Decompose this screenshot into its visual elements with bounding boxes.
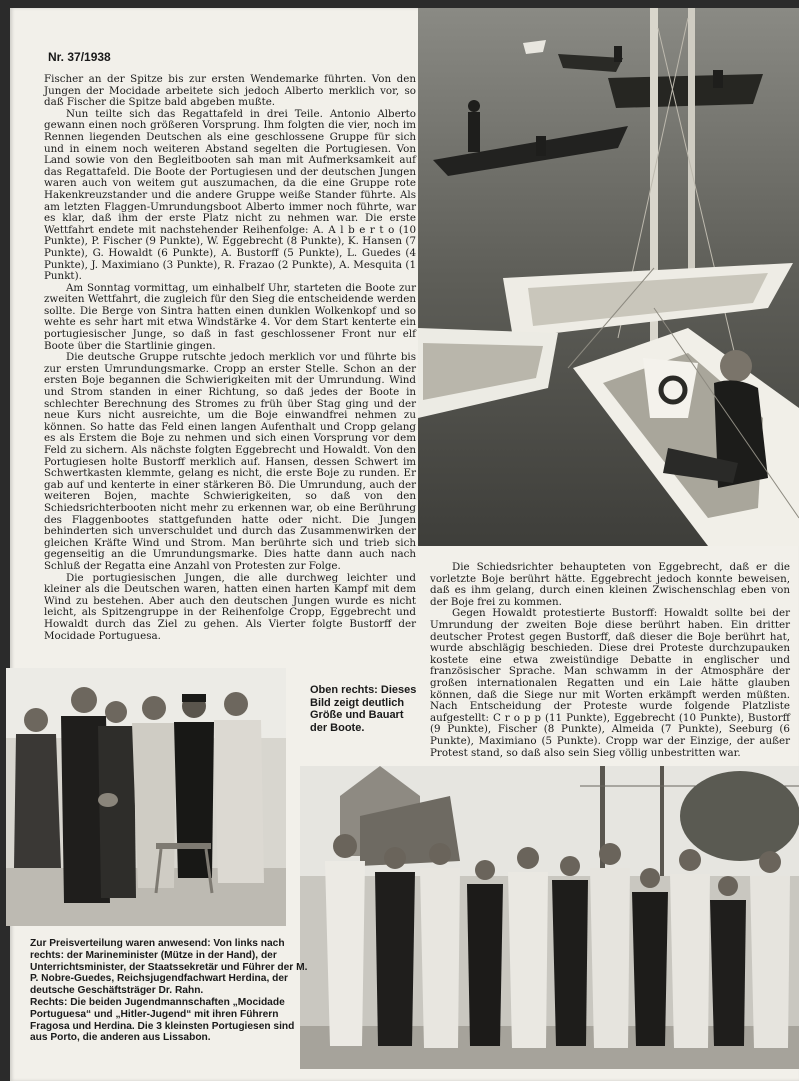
paragraph: Die deutsche Gruppe rutschte jedoch merklich vor und führte bis zur ersten Umrundungsmarke. Cropp an erster Stelle. Schon an der ersten Boje begannen die Schwierigkeiten mit der Umrundung. Wind und Strom standen in einer Richtung, so daß jedes der Boote in schlechter Berechnung des Stromes zu früh über Stag ging und der neue Kurs nicht ausreichte, um die Boje einwandfrei nehmen zu können. So hatte das Feld einen langen Aufenthalt und Cropp gelang es als Erstem die Boje zu nehmen und sich einen Vorsprung vor dem Feld zu sichern. Als nächste folgten Eggebrecht und Howaldt. Von den Portugiesen holte Bustorff merklich auf. Hansen, dessen Schwert im Schwertkasten klemmte, gelang es nicht, die erste Boje zu runden. Er gab auf und kenterte in einer stärkeren Bö. Die Umrundung, auch der weiteren Bojen, machte Schwierigkeiten, so daß von den Schiedsrichterbooten nicht mehr zu erkennen war, ob eine Berührung des Flaggenbootes stattgefunden hatte oder nicht. Die Jungen behinderten sich unverschuldet und durch das Zusammenwirken der gleichen Kräfte Wind und Strom. Man berührte sich und trieb sich gegenseitig an die Umrundungsmarke. Dies hatte dann auch nach Schluß der Regatta eine Anzahl von Protesten zur Folge. — [44, 351, 416, 572]
caption-bottom-left — [30, 938, 308, 1044]
paragraph: Am Sonntag vormittag, um einhalbelf Uhr, starteten die Boote zur zweiten Wettfahrt, die zugleich für den Sieg die entscheidende werden sollte. Die Berge von Sintra hatten einen dunklen Wolkenkopf und so wehte es sehr hart mit etwa Windstärke 4. Vor dem Start kenterte ein portugiesischer Junge, so daß in fast geschlossener Front nur elf Boote über die Startlinie gingen. — [44, 281, 416, 352]
paragraph: Gegen Howaldt protestierte Bustorff: Howaldt sollte bei der Umrundung der zweiten Boje diese berührt haben. Ein dritter deutscher Protest gegen Bustorff, daß dieser die Boje berührt hat, wurde abschlägig beschieden. Diese drei Proteste durchzupauken kostete eine etwa zweistündige Debatte in englischer und französischer Sprache. Man schwamm in der Atmosphäre der großen internationalen Regatten und ein Laie hätte glauben können, daß die Siege nur mit Worten erkämpft werden müßten. Nach Entscheidung der Proteste wurde folgende Platzliste aufgestellt: C r o p p (11 Punkte), Eggebrecht (10 Punkte), Bustorff (9 Punkte), Fischer (8 Punkte), Almeida (7 Punkte), Seeburg (6 Punkte), Maximiano (5 Punkte). Cropp war der Einzige, der außer Protest stand, so daß also sein Sieg völlig unbestritten war. — [430, 607, 790, 759]
left-text-column — [44, 74, 416, 642]
paragraph: Die Schiedsrichter behaupteten von Eggebrecht, daß er die vorletzte Boje berührt hätte. Eggebrecht jedoch konnte beweisen, daß es ihm gelang, durch einen kleinen Zwischenschlag eben von der Boje frei zu kommen. — [430, 561, 790, 608]
right-text-column — [430, 562, 790, 759]
paragraph: Fischer an der Spitze bis zur ersten Wendemarke führten. Von den Jungen der Mocidade arbeitete sich jedoch Alberto merklich vor, so daß Fischer die Spitze bald abgeben mußte. — [44, 73, 416, 109]
caption-ceremony: Zur Preisverteilung waren anwesend: Von links nach rechts: der Marineminister (Mütze in der Hand), der Unterrichtsminister, der Staatssekretär und Führer der M. P. Nobre-Guedes, Reichsjugendfachwart Herdina, der deutsche Geschäftsträger Dr. Rahn. — [30, 938, 308, 997]
ceremony-photo — [6, 668, 286, 926]
magazine-page — [10, 8, 799, 1081]
teams-illustration — [300, 766, 799, 1069]
paragraph: Nun teilte sich das Regattafeld in drei Teile. Antonio Alberto gewann einen noch größeren Vorsprung. Ihm folgten die vier, noch im Rennen liegenden Deutschen als eine geschlossene Gruppe für sich und in einem noch weiteren Abstand segelten die Portugiesen. Von Land sowie von den Begleitbooten sah man mit Aufmerksamkeit auf das Regattafeld. Die Boote der Portugiesen und der deutschen Jungen waren auch von weitem gut auszumachen, da die eine Gruppe rote Hakenkreuzstander und die andere Gruppe weiße Stander führte. Als am letzten Flaggen-Umrundungsboot Alberto immer noch führte, war es klar, daß ihm der erste Platz nicht zu nehmen war. Die erste Wettfahrt endete mit nachstehender Reihenfolge: A. A l b e r t o (10 Punkte), P. Fischer (9 Punkte), W. Eggebrecht (8 Punkte), K. Hansen (7 Punkte), G. Howaldt (6 Punkte), A. Bustorff (5 Punkte), L. Guedes (4 Punkte), J. Maximiano (3 Punkte), R. Frazao (2 Punkte), A. Mesquita (1 Punkt). — [44, 107, 416, 283]
ceremony-illustration — [6, 668, 286, 926]
sailboats-illustration — [418, 8, 799, 546]
page-number: Nr. 37/1938 — [48, 50, 111, 64]
paragraph: Die portugiesischen Jungen, die alle durchweg leichter und kleiner als die Deutschen waren, hatten einen harten Kampf mit dem Wind zu bestehen. Aber auch den deutschen Jungen wurde es nicht leicht, als Spitzengruppe in der Reihenfolge Cropp, Eggebrecht und Howaldt durch das Ziel zu gehen. Als Vierter folgte Bustorff der Mocidade Portuguesa. — [44, 571, 416, 642]
caption-top-right: Oben rechts: Dieses Bild zeigt deutlich Größe und Bauart der Boote. — [310, 684, 417, 734]
caption-teams: Rechts: Die beiden Jugendmannschaften „Mocidade Portuguesa“ und „Hitler-Jugend“ mit ihren Führern Fragosa und Herdina. Die 3 kleinsten Portugiesen sind aus Porto, die anderen aus Lissabon. — [30, 996, 295, 1044]
teams-photo — [300, 766, 799, 1069]
sailboats-photo — [418, 8, 799, 546]
